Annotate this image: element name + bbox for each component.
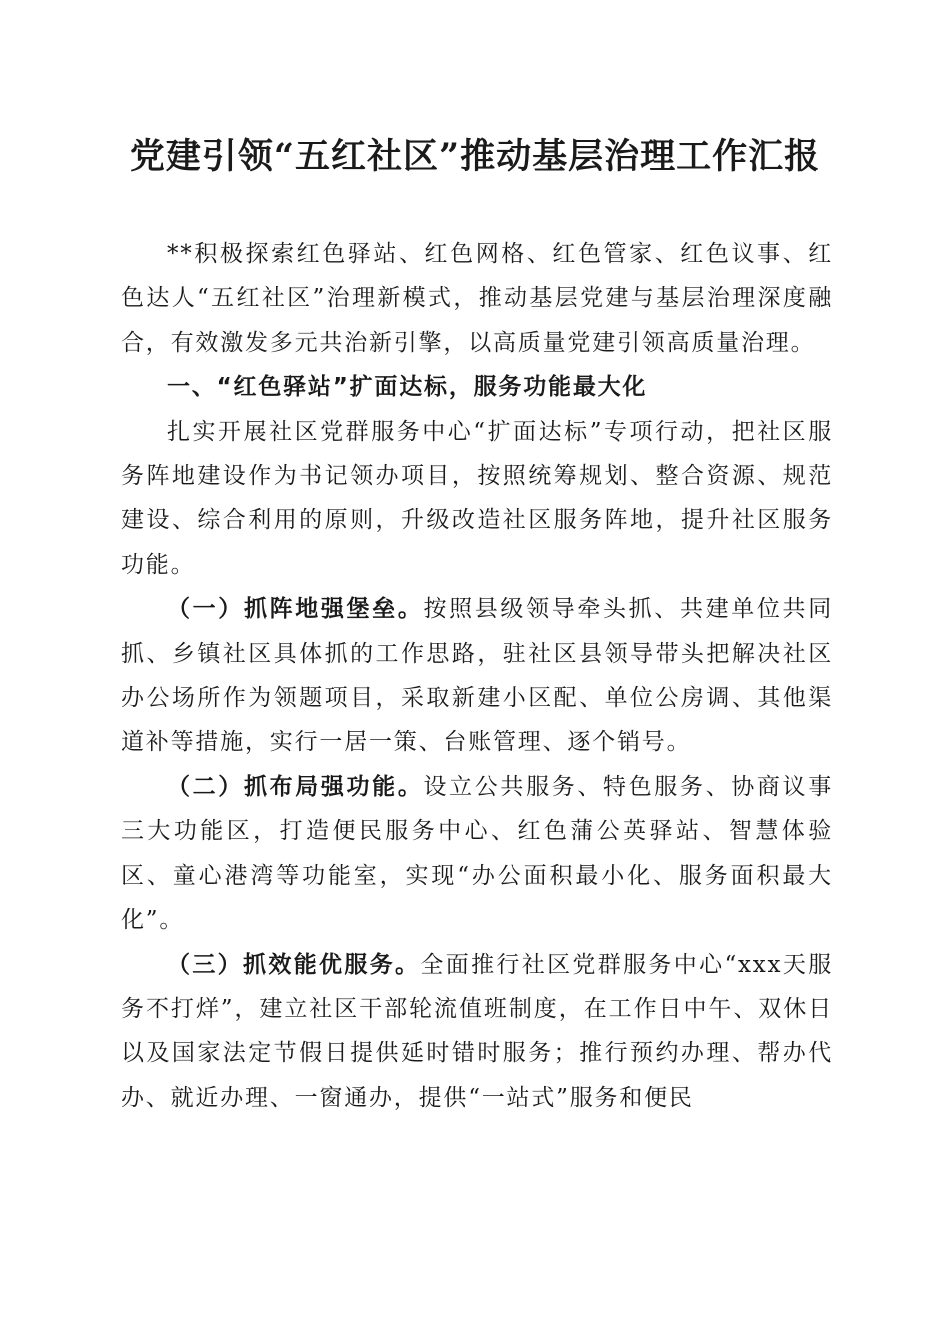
item-paragraph-2 <box>121 765 833 943</box>
item-text: 按照县级领导牵头抓、共建单位共同抓、乡镇社区具体抓的工作思路，驻社区县领导带头把解决社区办公场所作为领题项目，采取新建小区配、单位公房调、其他渠道补等措施，实行一居一策、台账管理、逐个销号。 <box>121 596 833 756</box>
intro-paragraph: **积极探索红色驿站、红色网格、红色管家、红色议事、红色达人“五红社区”治理新模式，推动基层党建与基层治理深度融合，有效激发多元共治新引擎，以高质量党建引领高质量治理。 <box>121 241 833 356</box>
document-body <box>121 232 833 1120</box>
section-paragraph: 扎实开展社区党群服务中心“扩面达标”专项行动，把社区服务阵地建设作为书记领办项目，按照统筹规划、整合资源、规范建设、综合利用的原则，升级改造社区服务阵地，提升社区服务功能。 <box>121 418 833 578</box>
item-lead: （二）抓布局强功能。 <box>167 772 424 800</box>
item-lead: （三）抓效能优服务。 <box>167 950 421 978</box>
item-paragraph-3 <box>121 943 833 1121</box>
item-lead: （一）抓阵地强堡垒。 <box>167 595 424 623</box>
document-title: 党建引领“五红社区”推动基层治理工作汇报 <box>129 136 821 177</box>
item-text: 设立公共服务、特色服务、协商议事三大功能区，打造便民服务中心、红色蒲公英驿站、智慧体验区、童心港湾等功能室，实现“办公面积最小化、服务面积最大化”。 <box>121 773 833 934</box>
item-paragraph-1 <box>121 587 833 765</box>
section-heading: 一、“红色驿站”扩面达标，服务功能最大化 <box>167 374 648 401</box>
item-text: 全面推行社区党群服务中心“xxx天服务不打烊”，建立社区干部轮流值班制度，在工作日中午、双休日以及国家法定节假日提供延时错时服务；推行预约办理、帮办代办、就近办理、一窗通办，提供“一站式”服务和便民 <box>121 951 834 1111</box>
